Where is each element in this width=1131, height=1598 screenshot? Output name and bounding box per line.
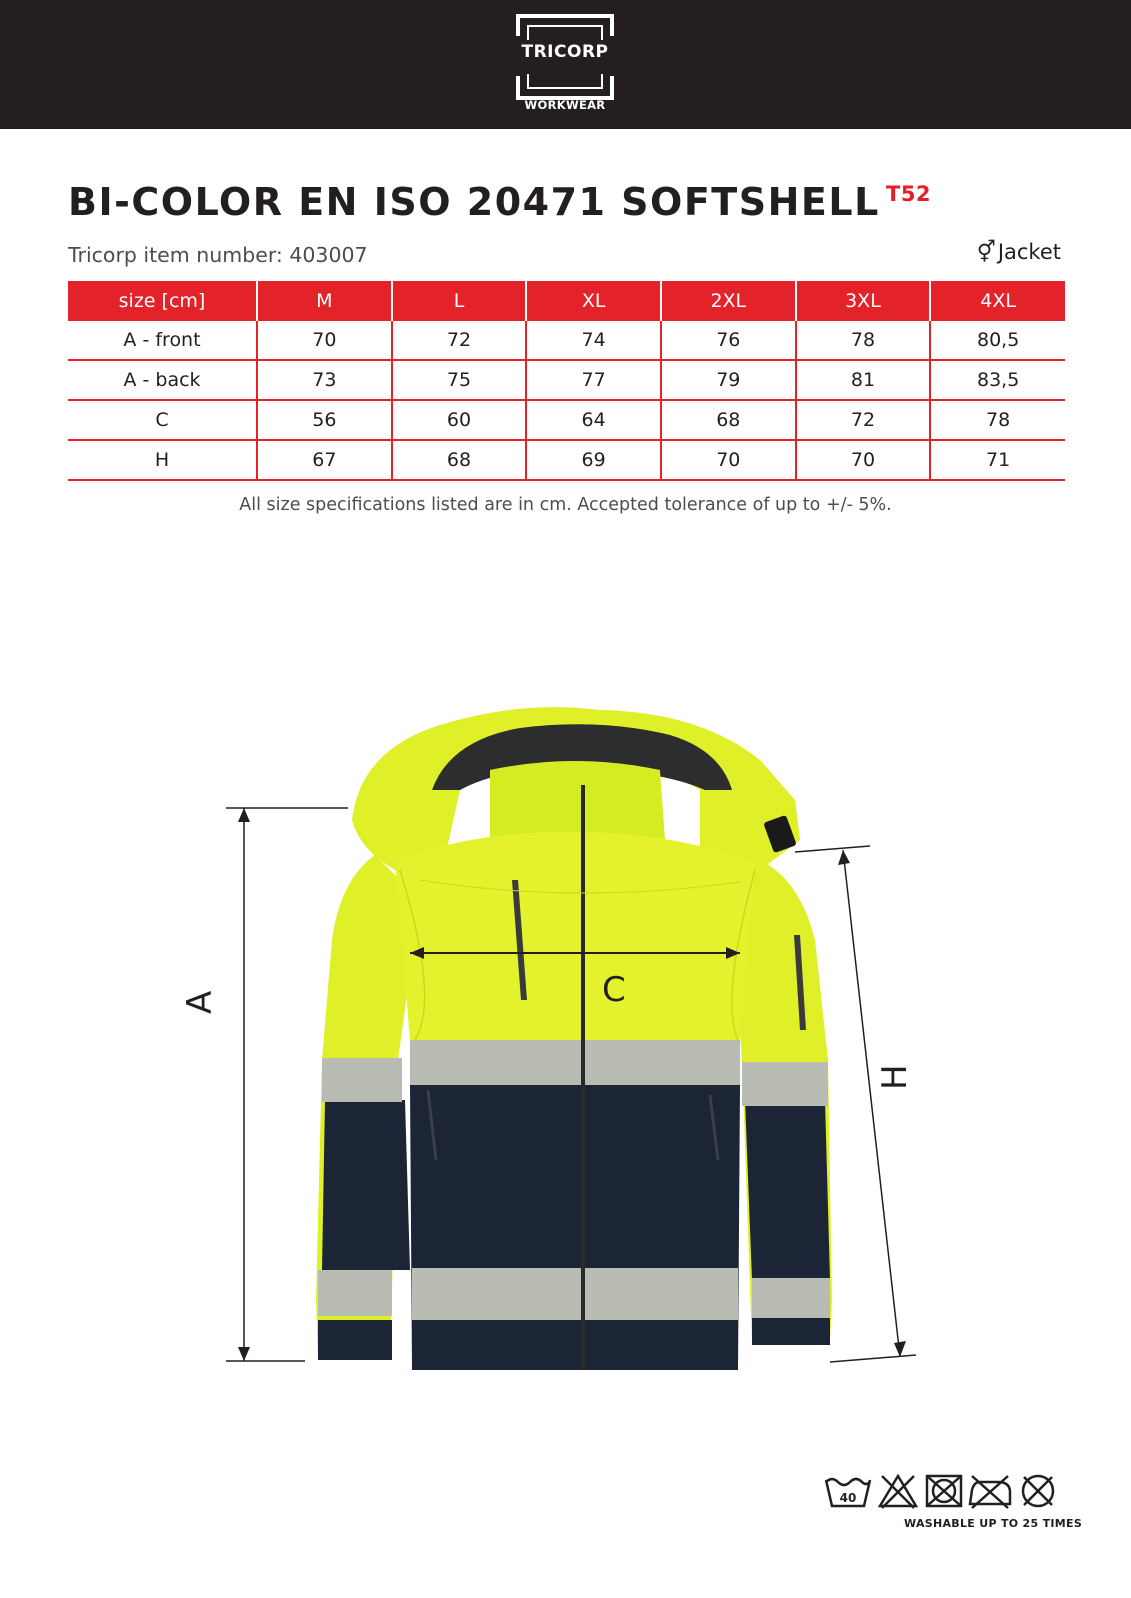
header-cell: M — [257, 281, 392, 321]
table-cell: 69 — [526, 440, 661, 480]
table-cell: 81 — [796, 360, 931, 400]
row-label: A - front — [68, 321, 257, 360]
table-cell: 78 — [796, 321, 931, 360]
table-cell: 68 — [661, 400, 796, 440]
header-cell: size [cm] — [68, 281, 257, 321]
wash-temperature: 40 — [839, 1491, 857, 1505]
row-label: H — [68, 440, 257, 480]
header-cell: 3XL — [796, 281, 931, 321]
care-symbols — [822, 1472, 1062, 1512]
table-cell: 70 — [661, 440, 796, 480]
dimension-label-h: H — [875, 1064, 915, 1090]
table-cell: 75 — [392, 360, 527, 400]
row-label: C — [68, 400, 257, 440]
wash-40-icon — [826, 1479, 870, 1506]
table-cell: 71 — [930, 440, 1065, 480]
item-number-value: 403007 — [289, 243, 368, 267]
table-cell: 60 — [392, 400, 527, 440]
no-iron-icon — [970, 1476, 1010, 1508]
no-dry-clean-icon — [1023, 1476, 1053, 1506]
table-cell: 68 — [392, 440, 527, 480]
product-title: BI-COLOR EN ISO 20471 SOFTSHELL — [68, 180, 880, 224]
table-cell: 72 — [392, 321, 527, 360]
dimension-label-c: C — [602, 970, 626, 1010]
item-number-label: Tricorp item number: — [68, 243, 283, 267]
category-label: Jacket — [997, 240, 1061, 264]
table-cell: 67 — [257, 440, 392, 480]
table-cell: 74 — [526, 321, 661, 360]
logo-subtitle: WORKWEAR — [524, 98, 606, 112]
logo-wordmark: TRICORP — [521, 42, 609, 62]
row-label: A - back — [68, 360, 257, 400]
table-cell: 64 — [526, 400, 661, 440]
tolerance-note: All size specifications listed are in cm. Accepted tolerance of up to +/- 5%. — [239, 495, 892, 515]
header-cell: 4XL — [930, 281, 1065, 321]
header-cell: L — [392, 281, 527, 321]
table-cell: 80,5 — [930, 321, 1065, 360]
unisex-icon: ⚥ — [976, 240, 996, 264]
table-cell: 78 — [930, 400, 1065, 440]
header-cell: XL — [526, 281, 661, 321]
table-cell: 77 — [526, 360, 661, 400]
table-cell: 70 — [257, 321, 392, 360]
no-bleach-icon — [880, 1476, 916, 1508]
care-note: WASHABLE UP TO 25 TIMES — [904, 1517, 1083, 1530]
no-tumble-dry-icon — [927, 1476, 961, 1506]
dimension-label-a: A — [180, 990, 220, 1014]
table-cell: 72 — [796, 400, 931, 440]
table-cell: 79 — [661, 360, 796, 400]
table-cell: 83,5 — [930, 360, 1065, 400]
product-code: T52 — [886, 182, 932, 206]
jacket-illustration — [316, 707, 832, 1370]
table-cell: 73 — [257, 360, 392, 400]
table-cell: 70 — [796, 440, 931, 480]
table-cell: 56 — [257, 400, 392, 440]
table-cell: 76 — [661, 321, 796, 360]
header-cell: 2XL — [661, 281, 796, 321]
